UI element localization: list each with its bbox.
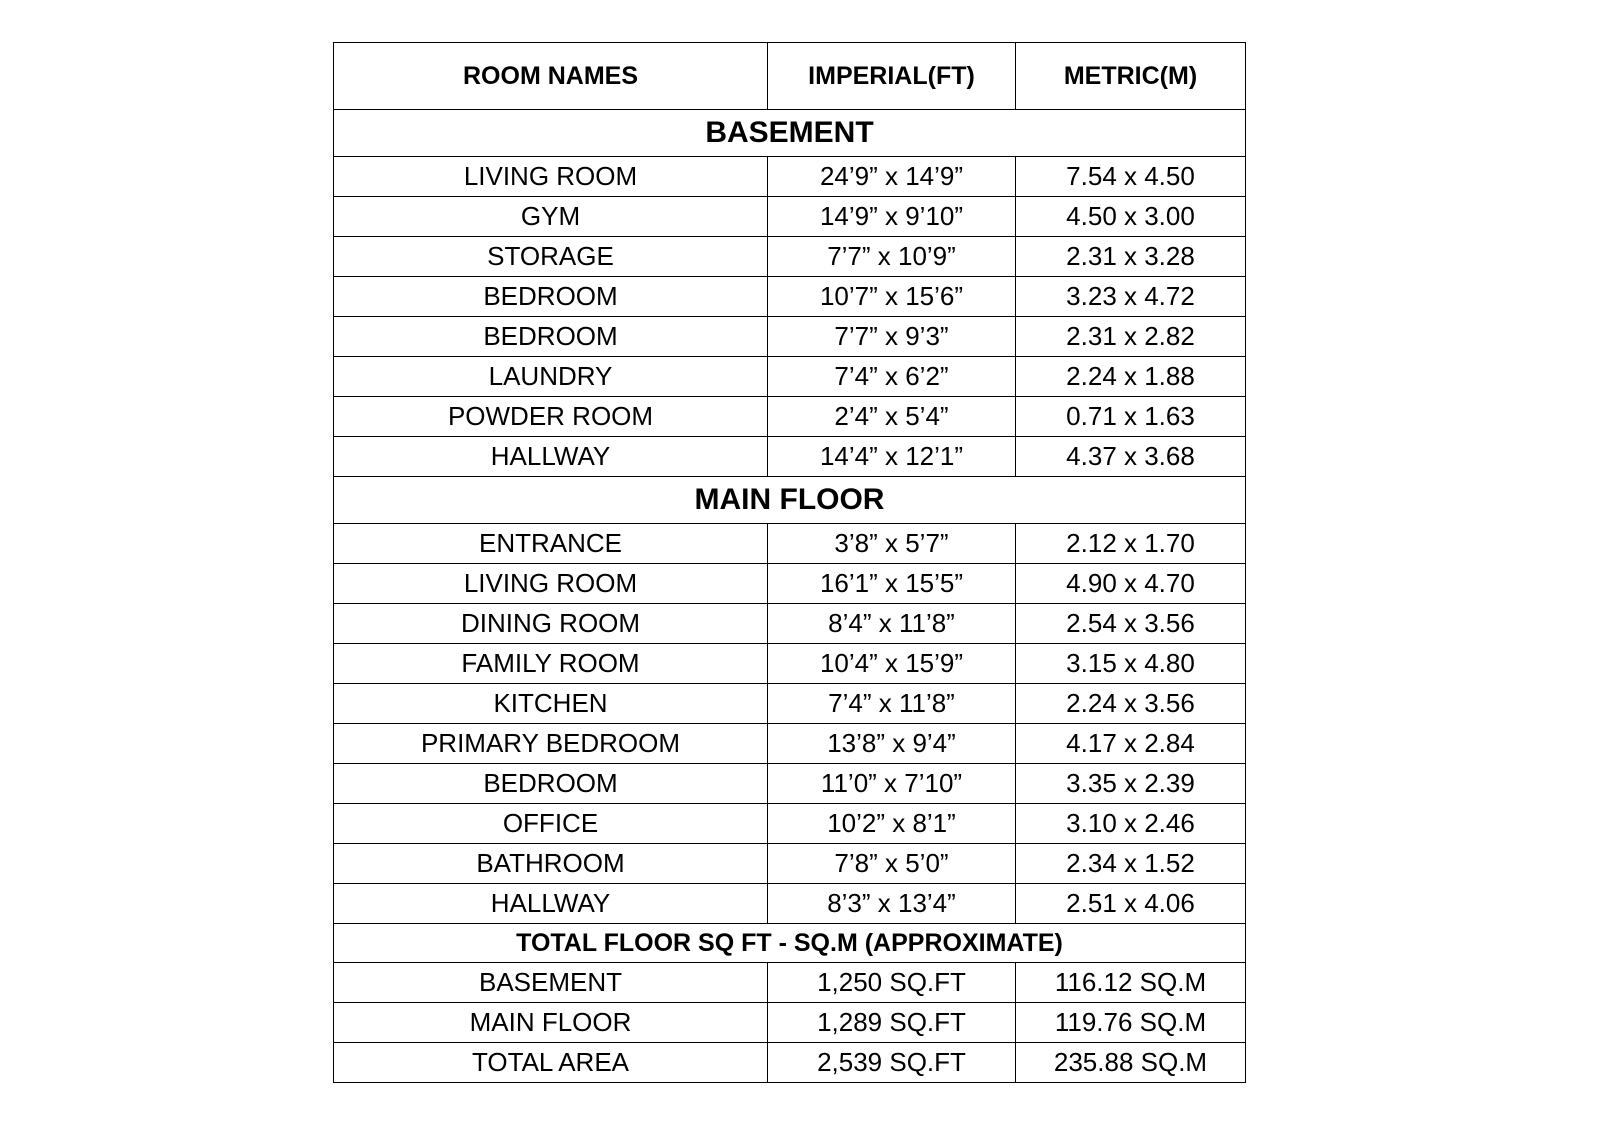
table-row	[334, 963, 1246, 1003]
room-imperial: 11’0” x 7’10”	[768, 764, 1016, 804]
total-metric: 235.88 SQ.M	[1016, 1043, 1246, 1083]
table-row	[334, 397, 1246, 437]
room-name: POWDER ROOM	[334, 397, 768, 437]
table-row	[334, 277, 1246, 317]
table-row	[334, 844, 1246, 884]
room-name: STORAGE	[334, 237, 768, 277]
room-name: PRIMARY BEDROOM	[334, 724, 768, 764]
room-metric: 3.15 x 4.80	[1016, 644, 1246, 684]
room-name: ENTRANCE	[334, 524, 768, 564]
room-name: BATHROOM	[334, 844, 768, 884]
room-metric: 2.24 x 3.56	[1016, 684, 1246, 724]
room-imperial: 13’8” x 9’4”	[768, 724, 1016, 764]
room-imperial: 8’4” x 11’8”	[768, 604, 1016, 644]
room-imperial: 2’4” x 5’4”	[768, 397, 1016, 437]
header-metric: METRIC(M)	[1016, 43, 1246, 110]
table-row	[334, 437, 1246, 477]
room-metric: 4.90 x 4.70	[1016, 564, 1246, 604]
room-name: BEDROOM	[334, 277, 768, 317]
section-title-main-floor: MAIN FLOOR	[334, 477, 1246, 524]
room-metric: 3.10 x 2.46	[1016, 804, 1246, 844]
room-metric: 2.24 x 1.88	[1016, 357, 1246, 397]
room-metric: 2.34 x 1.52	[1016, 844, 1246, 884]
room-name: LIVING ROOM	[334, 564, 768, 604]
table-row	[334, 644, 1246, 684]
table-row	[334, 197, 1246, 237]
section-row-totals	[334, 924, 1246, 963]
total-imperial: 1,289 SQ.FT	[768, 1003, 1016, 1043]
room-imperial: 10’4” x 15’9”	[768, 644, 1016, 684]
room-imperial: 10’2” x 8’1”	[768, 804, 1016, 844]
table-row	[334, 884, 1246, 924]
header-imperial: IMPERIAL(FT)	[768, 43, 1016, 110]
table-row	[334, 524, 1246, 564]
total-name: MAIN FLOOR	[334, 1003, 768, 1043]
room-metric: 0.71 x 1.63	[1016, 397, 1246, 437]
room-metric: 2.31 x 2.82	[1016, 317, 1246, 357]
room-metric: 2.31 x 3.28	[1016, 237, 1246, 277]
room-name: LIVING ROOM	[334, 157, 768, 197]
room-imperial: 7’4” x 6’2”	[768, 357, 1016, 397]
room-name: BEDROOM	[334, 317, 768, 357]
room-imperial: 3’8” x 5’7”	[768, 524, 1016, 564]
room-name: GYM	[334, 197, 768, 237]
table-row	[334, 1003, 1246, 1043]
table-header-row	[334, 43, 1246, 110]
header-room-names: ROOM NAMES	[334, 43, 768, 110]
room-imperial: 14’9” x 9’10”	[768, 197, 1016, 237]
room-metric: 7.54 x 4.50	[1016, 157, 1246, 197]
room-name: BEDROOM	[334, 764, 768, 804]
section-title-totals: TOTAL FLOOR SQ FT - SQ.M (APPROXIMATE)	[334, 924, 1246, 963]
room-name: KITCHEN	[334, 684, 768, 724]
room-name: DINING ROOM	[334, 604, 768, 644]
room-imperial: 7’8” x 5’0”	[768, 844, 1016, 884]
room-metric: 2.54 x 3.56	[1016, 604, 1246, 644]
table-row	[334, 564, 1246, 604]
table-row	[334, 764, 1246, 804]
room-metric: 4.37 x 3.68	[1016, 437, 1246, 477]
total-metric: 119.76 SQ.M	[1016, 1003, 1246, 1043]
total-imperial: 2,539 SQ.FT	[768, 1043, 1016, 1083]
table-row	[334, 237, 1246, 277]
room-imperial: 14’4” x 12’1”	[768, 437, 1016, 477]
room-name: HALLWAY	[334, 884, 768, 924]
room-imperial: 16’1” x 15’5”	[768, 564, 1016, 604]
table-row	[334, 317, 1246, 357]
total-name: TOTAL AREA	[334, 1043, 768, 1083]
room-imperial: 7’7” x 10’9”	[768, 237, 1016, 277]
room-metric: 2.12 x 1.70	[1016, 524, 1246, 564]
room-imperial: 8’3” x 13’4”	[768, 884, 1016, 924]
section-row-basement	[334, 110, 1246, 157]
room-name: OFFICE	[334, 804, 768, 844]
room-metric: 4.17 x 2.84	[1016, 724, 1246, 764]
room-imperial: 7’4” x 11’8”	[768, 684, 1016, 724]
room-imperial: 10’7” x 15’6”	[768, 277, 1016, 317]
total-imperial: 1,250 SQ.FT	[768, 963, 1016, 1003]
table-row	[334, 357, 1246, 397]
section-title-basement: BASEMENT	[334, 110, 1246, 157]
room-name: LAUNDRY	[334, 357, 768, 397]
room-metric: 4.50 x 3.00	[1016, 197, 1246, 237]
room-metric: 3.35 x 2.39	[1016, 764, 1246, 804]
table-row	[334, 804, 1246, 844]
room-dimensions-table	[333, 42, 1246, 1083]
total-name: BASEMENT	[334, 963, 768, 1003]
section-row-main-floor	[334, 477, 1246, 524]
room-imperial: 24’9” x 14’9”	[768, 157, 1016, 197]
table-row	[334, 724, 1246, 764]
room-metric: 3.23 x 4.72	[1016, 277, 1246, 317]
table-row	[334, 684, 1246, 724]
room-imperial: 7’7” x 9’3”	[768, 317, 1016, 357]
table-row	[334, 157, 1246, 197]
table-row	[334, 1043, 1246, 1083]
total-metric: 116.12 SQ.M	[1016, 963, 1246, 1003]
room-metric: 2.51 x 4.06	[1016, 884, 1246, 924]
room-name: FAMILY ROOM	[334, 644, 768, 684]
table-row	[334, 604, 1246, 644]
room-name: HALLWAY	[334, 437, 768, 477]
